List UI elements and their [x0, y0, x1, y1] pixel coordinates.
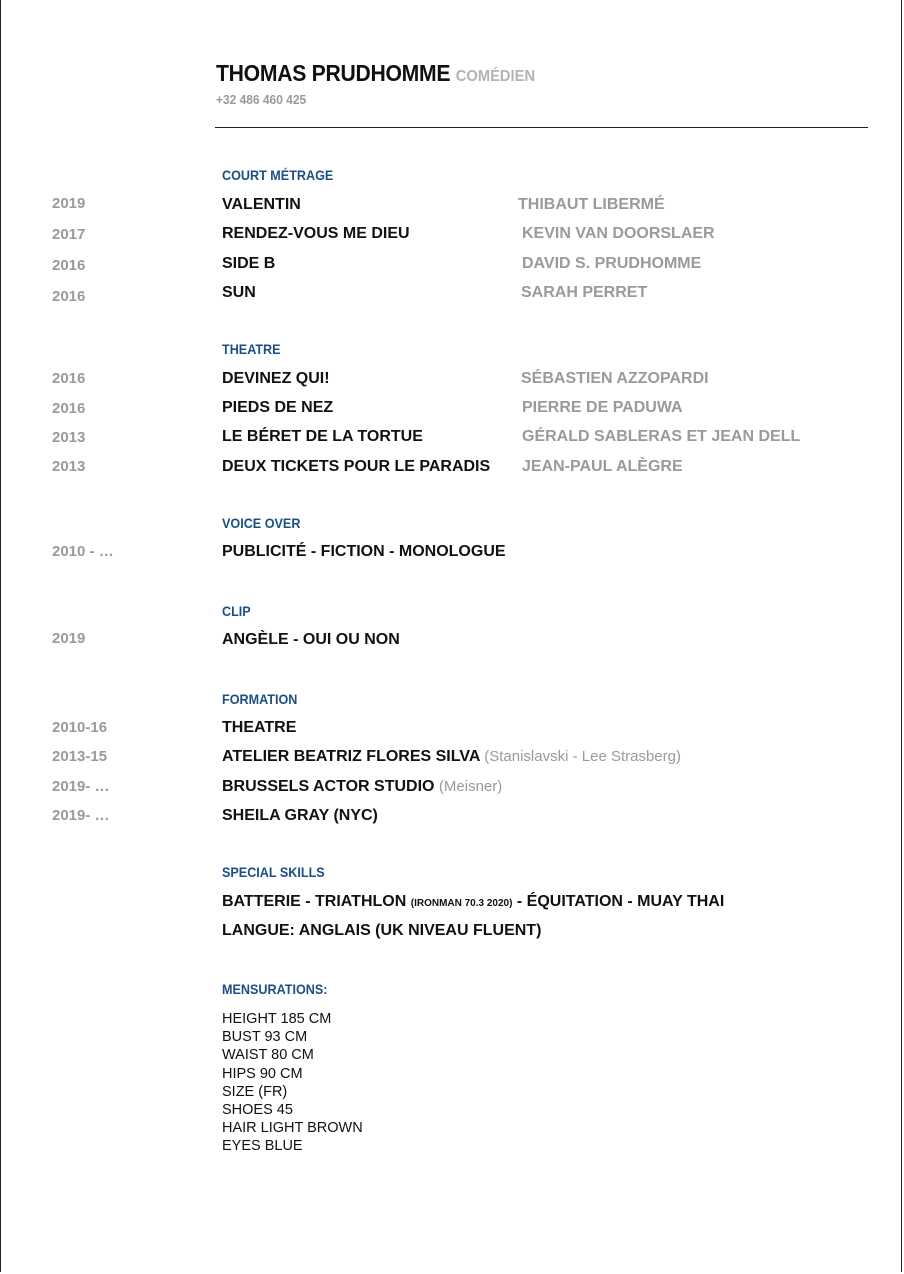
- header-divider: [215, 127, 868, 128]
- credit-director: SÉBASTIEN AZZOPARDI: [521, 370, 709, 387]
- credit-title: SIDE B: [222, 255, 276, 272]
- credit-title: SUN: [222, 284, 256, 301]
- measurement-item: HIPS 90 CM: [222, 1065, 303, 1082]
- year: 2019- …: [52, 778, 110, 795]
- year: 2010-16: [52, 719, 108, 736]
- actor-role: COMÉDIEN: [455, 68, 536, 85]
- section-heading-theatre: THEATRE: [222, 341, 281, 357]
- credit-director: KEVIN VAN DOORSLAER: [522, 225, 715, 242]
- skills-note: (IRONMAN 70.3 2020): [410, 898, 513, 909]
- year: 2019- …: [52, 807, 110, 824]
- year: 2016: [52, 370, 86, 387]
- year: 2019: [52, 630, 86, 647]
- year: 2013-15: [52, 748, 108, 765]
- credit-title: PIEDS DE NEZ: [222, 399, 334, 416]
- formation-title: SHEILA GRAY (NYC): [222, 807, 378, 824]
- section-heading-mensurations: MENSURATIONS:: [222, 981, 328, 997]
- year: 2019: [52, 195, 86, 212]
- credit-director: SARAH PERRET: [521, 284, 648, 301]
- year: 2017: [52, 226, 86, 243]
- formation-note: (Meisner): [438, 778, 503, 795]
- credit-director: PIERRE DE PADUWA: [522, 399, 683, 416]
- measurement-item: SHOES 45: [222, 1102, 293, 1119]
- measurement-item: EYES BLUE: [222, 1138, 303, 1155]
- formation-title: THEATRE: [222, 719, 297, 736]
- year: 2010 - …: [52, 543, 114, 560]
- credit-director: DAVID S. PRUDHOMME: [522, 255, 702, 272]
- credit-title: DEUX TICKETS POUR LE PARADIS: [222, 458, 491, 475]
- measurement-item: HAIR LIGHT BROWN: [222, 1120, 363, 1137]
- year: 2016: [52, 400, 86, 417]
- skills-line: BATTERIE - TRIATHLON (IRONMAN 70.3 2020) - ÉQUITATION - MUAY THAI: [222, 893, 725, 910]
- credit-title: ANGÈLE - OUI OU NON: [222, 631, 400, 648]
- section-heading-court-metrage: COURT MÉTRAGE: [222, 167, 334, 183]
- formation-entry: [222, 778, 502, 796]
- year: 2013: [52, 458, 86, 475]
- formation-note: (Stanislavski - Lee Strasberg): [484, 748, 681, 765]
- credit-title: VALENTIN: [222, 196, 301, 213]
- measurement-item: BUST 93 CM: [222, 1029, 308, 1046]
- formation-title: ATELIER BEATRIZ FLORES SILVA: [222, 748, 480, 765]
- credit-title: DEVINEZ QUI!: [222, 370, 330, 387]
- formation-title: BRUSSELS ACTOR STUDIO: [222, 778, 435, 795]
- credit-director: JEAN-PAUL ALÈGRE: [522, 458, 683, 475]
- measurement-item: WAIST 80 CM: [222, 1047, 314, 1064]
- credit-director: GÉRALD SABLERAS ET JEAN DELL: [522, 428, 801, 445]
- section-heading-special-skills: SPECIAL SKILLS: [222, 864, 325, 880]
- measurement-item: HEIGHT 185 CM: [222, 1011, 332, 1027]
- year: 2013: [52, 429, 86, 446]
- measurement-item: SIZE (FR): [222, 1083, 288, 1100]
- section-heading-voice-over: VOICE OVER: [222, 515, 301, 531]
- credit-director: THIBAUT LIBERMÉ: [518, 196, 665, 213]
- credit-title: PUBLICITÉ - FICTION - MONOLOGUE: [222, 543, 506, 560]
- section-heading-clip: CLIP: [222, 603, 251, 619]
- measurements-list: [222, 1010, 363, 1156]
- year: 2016: [52, 288, 86, 305]
- actor-name: THOMAS PRUDHOMME COMÉDIEN: [216, 60, 536, 86]
- year: 2016: [52, 257, 86, 274]
- credit-title: LE BÉRET DE LA TORTUE: [222, 428, 423, 445]
- section-heading-formation: FORMATION: [222, 691, 298, 707]
- formation-entry: [222, 748, 681, 766]
- phone-number: +32 486 460 425: [216, 92, 307, 107]
- credit-title: RENDEZ-VOUS ME DIEU: [222, 225, 410, 242]
- language-line: LANGUE: ANGLAIS (UK NIVEAU FLUENT): [222, 922, 542, 939]
